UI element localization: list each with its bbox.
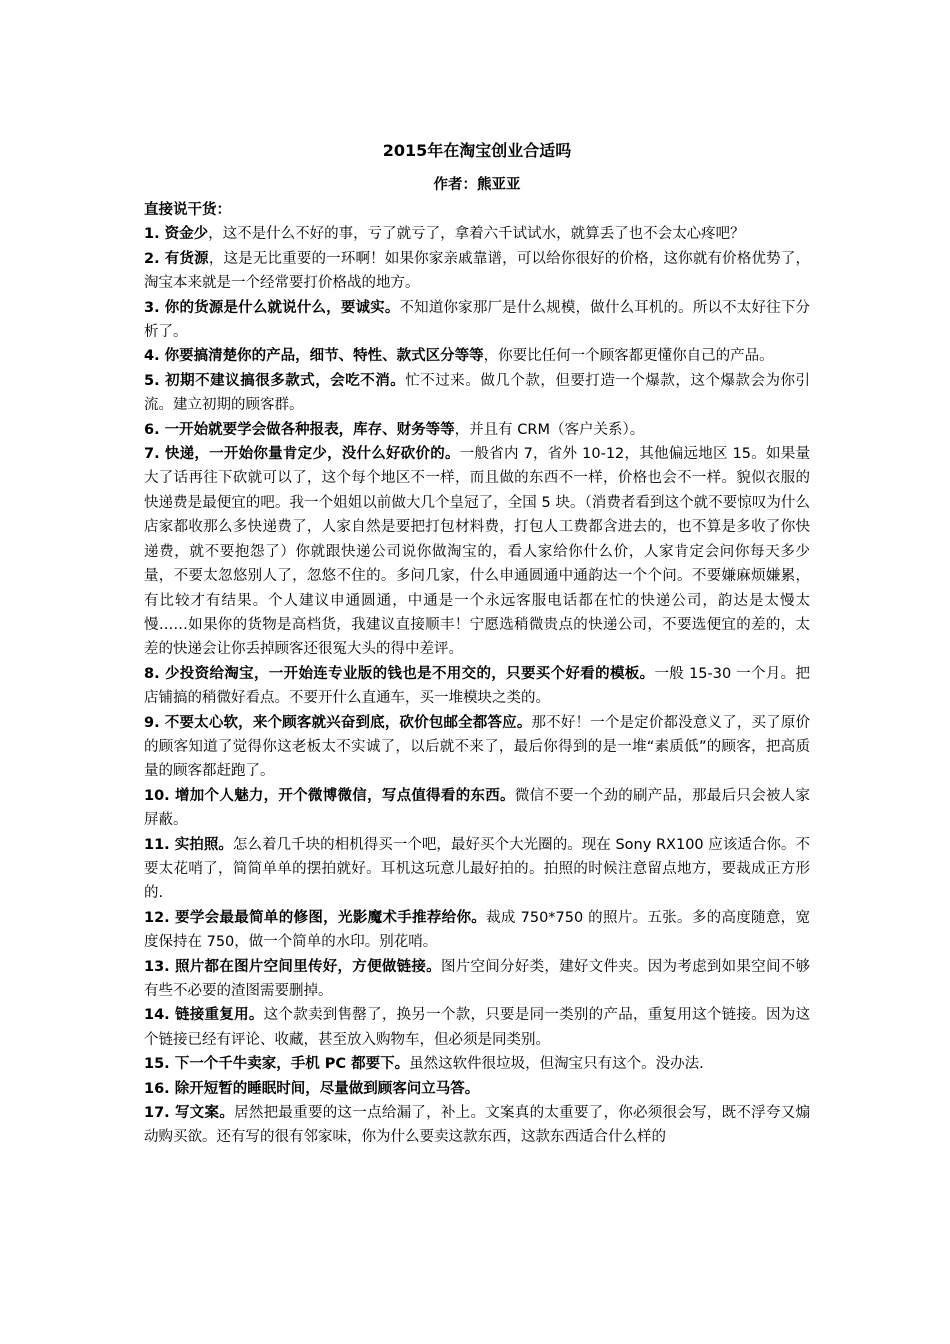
item-body: ，并且有 CRM（客户关系）。 xyxy=(454,421,645,438)
list-item xyxy=(144,222,810,246)
list-item xyxy=(144,247,810,296)
item-heading: 6. 一开始就要学会做各种报表，库存、财务等等 xyxy=(144,421,455,438)
item-heading: 12. 要学会最最简单的修图，光影魔术手推荐给你。 xyxy=(144,909,487,926)
item-body: 不知道你家那厂是什么规模，做什么耳机的。所以不太好往下分析了。 xyxy=(144,299,810,341)
item-body: 忙不过来。做几个款，但要打造一个爆款，这个爆款会为你引流。建立初期的顾客群。 xyxy=(144,372,810,414)
item-heading: 8. 少投资给淘宝，一开始连专业版的钱也是不用交的，只要买个好看的模板。 xyxy=(144,665,655,682)
item-heading: 1. 资金少 xyxy=(144,226,209,243)
list-item xyxy=(144,833,810,906)
item-heading: 9. 不要太心软，来个顾客就兴奋到底，砍价包邮全都答应。 xyxy=(144,714,532,731)
tips-list xyxy=(144,222,810,1149)
list-item xyxy=(144,906,810,955)
item-heading: 16. 除开短暂的睡眠时间，尽量做到顾客问立马答。 xyxy=(144,1080,480,1097)
item-body: 虽然这软件很垃圾，但淘宝只有这个。没办法. xyxy=(409,1056,704,1073)
item-body: 一般省内 7，省外 10-12，其他偏远地区 15。如果量大了话再往下砍就可以了，这个每个地区不一样，而且做的东西不一样，价格也会不一样。貌似衣服的快递费是最便宜的吧。我一个姐姐以前做大几个皇冠了，全国 5 块。（消费者看到这个就不要惊叹为什么店家都收那么多快递费了，人家自然是要把打包材料费，打包人工费都含进去的，也不算是多收了你快递费，就不要抱怨了）你就跟快递公司说你做淘宝的，看人家给你什么价，人家肯定会问你每天多少量，不要太忽悠别人了，忽悠不住的。多问几家，什么申通圆通中通韵达一个个问。不要嫌麻烦嫌累，有比较才有结果。个人建议申通圆通，中通是一个永远客服电话都在忙的快递公司，韵达是太慢太慢……如果你的货物是高档货，我建议直接顺丰！宁愿选稍微贵点的快递公司，不要选便宜的差的，太差的快递会让你丢掉顾客还很冤大头的得中差评。 xyxy=(144,446,810,658)
list-item xyxy=(144,369,810,418)
list-item xyxy=(144,296,810,345)
item-body: 那不好！一个是定价都没意义了，买了原价的顾客知道了觉得你这老板太不实诚了，以后就不来了，最后你得到的是一堆“素质低”的顾客，把高质量的顾客都赶跑了。 xyxy=(144,714,810,780)
item-body: 裁成 750*750 的照片。五张。多的高度随意，宽度保持在 750，做一个简单的水印。别花哨。 xyxy=(144,909,810,951)
item-body: 怎么着几千块的相机得买一个吧，最好买个大光圈的。现在 Sony RX100 应该适合你。不要太花哨了，简简单单的摆拍就好。耳机这玩意儿最好拍的。拍照的时候注意留点地方，要裁成正方形的. xyxy=(144,836,811,902)
list-item xyxy=(144,711,810,784)
item-heading: 2. 有货源 xyxy=(144,250,209,267)
item-heading: 4. 你要搞清楚你的产品，细节、特性、款式区分等等 xyxy=(144,348,484,365)
list-item xyxy=(144,1077,810,1101)
page-title: 2015年在淘宝创业合适吗 xyxy=(382,141,572,160)
item-heading: 14. 链接重复用。 xyxy=(144,1007,264,1024)
item-body: 居然把最重要的这一点给漏了，补上。文案真的太重要了，你必须很会写，既不浮夸又煽动购买欲。还有写的很有邻家味，你为什么要卖这款东西，这款东西适合什么样的 xyxy=(144,1105,811,1146)
item-heading: 3. 你的货源是什么就说什么，要诚实。 xyxy=(144,299,400,316)
item-body: ，这不是什么不好的事，亏了就亏了，拿着六千试试水，就算丢了也不会太心疼吧？ xyxy=(208,226,745,243)
list-item xyxy=(144,442,810,662)
list-item xyxy=(144,662,810,711)
author-line: 作者：熊亚亚 xyxy=(433,177,521,193)
list-item xyxy=(144,955,810,1004)
list-item xyxy=(144,1003,810,1052)
document-page xyxy=(144,138,810,1150)
list-item xyxy=(144,1052,810,1076)
item-heading: 17. 写文案。 xyxy=(144,1105,235,1122)
item-heading: 13. 照片都在图片空间里传好，方便做链接。 xyxy=(144,958,441,975)
item-heading: 11. 实拍照。 xyxy=(144,836,233,853)
item-heading: 15. 下一个千牛卖家，手机 PC 都要下。 xyxy=(144,1056,410,1073)
item-heading: 7. 快递，一开始你量肯定少，没什么好砍价的。 xyxy=(144,446,460,463)
item-body: ，你要比任何一个顾客都更懂你自己的产品。 xyxy=(483,348,774,365)
item-body: ，这是无比重要的一环啊！如果你家亲戚靠谱，可以给你很好的价格，这你就有价格优势了，淘宝本来就是一个经常要打价格战的地方。 xyxy=(144,250,811,292)
intro-heading: 直接说干货： xyxy=(144,202,231,218)
item-body: 一般 15-30 一个月。把店铺搞的稍微好看点。不要开什么直通车，买一堆模块之类的。 xyxy=(144,665,810,707)
item-body: 这个款卖到售罄了，换另一个款，只要是同一类别的产品，重复用这个链接。因为这个链接已经有评论、收藏，甚至放入购物车，但必须是同类别。 xyxy=(144,1007,811,1048)
list-item xyxy=(144,344,810,368)
item-body: 微信不要一个劲的刷产品，那最后只会被人家屏蔽。 xyxy=(144,787,811,829)
item-heading: 5. 初期不建议搞很多款式，会吃不消。 xyxy=(144,372,406,389)
list-item xyxy=(144,418,810,442)
list-item xyxy=(144,784,810,833)
item-body: 图片空间分好类，建好文件夹。因为考虑到如果空间不够有些不必要的渣图需要删掉。 xyxy=(144,958,811,999)
item-heading: 10. 增加个人魅力，开个微博微信，写点值得看的东西。 xyxy=(144,787,515,804)
list-item xyxy=(144,1101,810,1150)
